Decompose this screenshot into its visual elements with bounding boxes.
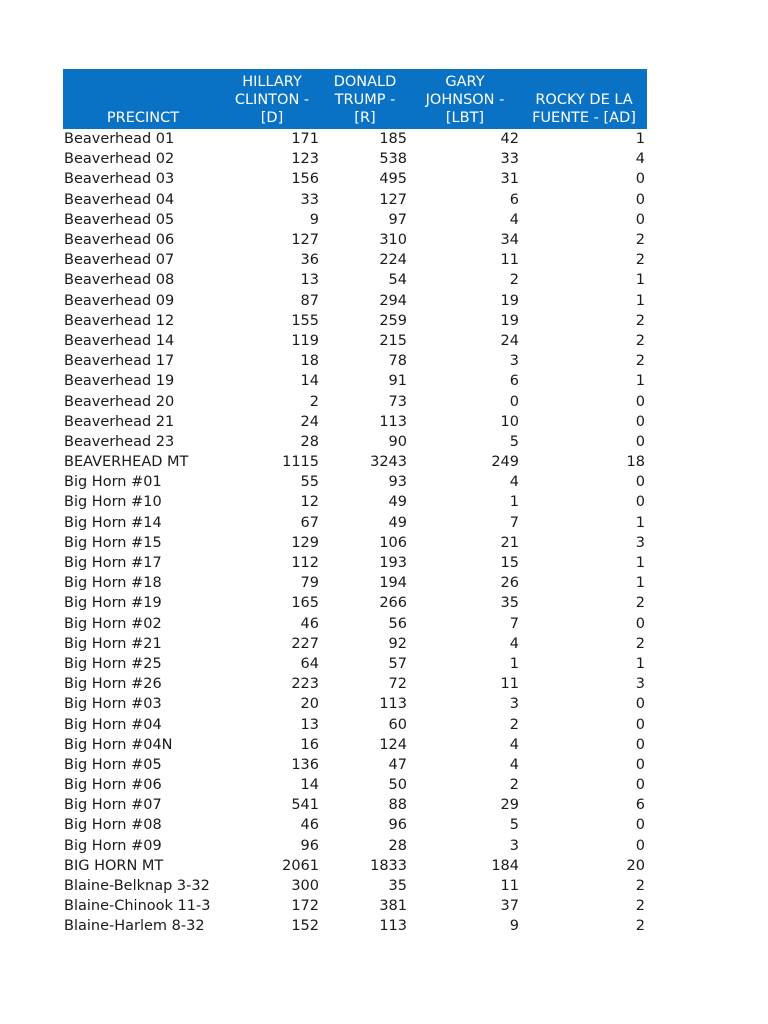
precinct-cell: Blaine-Chinook 11-3: [64, 898, 211, 915]
table-row: [63, 654, 647, 674]
precinct-cell: Big Horn #05: [64, 756, 162, 773]
table-row: [63, 331, 647, 351]
trump-cell: 381: [379, 898, 407, 915]
trump-cell: 215: [379, 332, 407, 349]
johnson-cell: 2: [509, 272, 519, 289]
clinton-cell: 13: [300, 272, 319, 289]
delafuente-cell: 1: [635, 131, 645, 148]
table-row: [63, 856, 647, 876]
clinton-cell: 123: [291, 151, 319, 168]
header-trump-line-2: TRUMP -: [334, 92, 396, 108]
johnson-cell: 3: [509, 353, 519, 370]
table-row: [63, 755, 647, 775]
header-trump-line-3: [R]: [354, 110, 376, 126]
table-row: [63, 836, 647, 856]
table-row: [63, 513, 647, 533]
trump-cell: 49: [388, 514, 407, 531]
johnson-cell: 184: [491, 857, 519, 874]
table-row: [63, 533, 647, 553]
johnson-cell: 7: [509, 514, 519, 531]
table-row: [63, 634, 647, 654]
trump-cell: 113: [379, 413, 407, 430]
table-row: [63, 129, 647, 149]
table-row: [63, 291, 647, 311]
trump-cell: 127: [379, 191, 407, 208]
trump-cell: 294: [379, 292, 407, 309]
johnson-cell: 3: [509, 837, 519, 854]
precinct-cell: BEAVERHEAD MT: [64, 454, 189, 471]
table-row: [63, 795, 647, 815]
table-row: [63, 553, 647, 573]
delafuente-cell: 0: [635, 474, 645, 491]
johnson-cell: 7: [509, 615, 519, 632]
clinton-cell: 36: [300, 252, 319, 269]
johnson-cell: 35: [500, 595, 519, 612]
precinct-cell: BIG HORN MT: [64, 857, 164, 874]
precinct-cell: Big Horn #04: [64, 716, 162, 733]
johnson-cell: 42: [500, 131, 519, 148]
header-delafuente-line-2: FUENTE - [AD]: [532, 110, 636, 126]
precinct-cell: Big Horn #01: [64, 474, 162, 491]
table-row: [63, 169, 647, 189]
precinct-cell: Beaverhead 03: [64, 171, 175, 188]
johnson-cell: 4: [509, 736, 519, 753]
trump-cell: 194: [379, 575, 407, 592]
clinton-cell: 127: [291, 232, 319, 249]
delafuente-cell: 1: [635, 292, 645, 309]
precinct-cell: Beaverhead 12: [64, 312, 175, 329]
delafuente-cell: 1: [635, 514, 645, 531]
precinct-cell: Beaverhead 08: [64, 272, 175, 289]
header-precinct-label: PRECINCT: [106, 110, 180, 126]
trump-cell: 56: [388, 615, 407, 632]
trump-cell: 47: [388, 756, 407, 773]
clinton-cell: 2061: [282, 857, 319, 874]
trump-cell: 97: [388, 211, 407, 228]
johnson-cell: 19: [500, 312, 519, 329]
precinct-cell: Big Horn #03: [64, 696, 162, 713]
johnson-cell: 11: [500, 878, 519, 895]
delafuente-cell: 20: [626, 857, 645, 874]
johnson-cell: 6: [509, 191, 519, 208]
trump-cell: 106: [379, 534, 407, 551]
clinton-cell: 14: [300, 373, 319, 390]
johnson-cell: 4: [509, 211, 519, 228]
clinton-cell: 300: [291, 878, 319, 895]
table-header: [63, 69, 647, 129]
johnson-cell: 31: [500, 171, 519, 188]
header-clinton-line-2: CLINTON -: [234, 92, 310, 108]
table-body: [63, 129, 647, 937]
table-row: [63, 210, 647, 230]
delafuente-cell: 1: [635, 555, 645, 572]
table-row: [63, 432, 647, 452]
precinct-cell: Beaverhead 06: [64, 232, 175, 249]
precinct-cell: Beaverhead 19: [64, 373, 175, 390]
trump-cell: 538: [379, 151, 407, 168]
delafuente-cell: 1: [635, 575, 645, 592]
table-row: [63, 916, 647, 936]
delafuente-cell: 4: [635, 151, 645, 168]
table-row: [63, 452, 647, 472]
trump-cell: 185: [379, 131, 407, 148]
delafuente-cell: 18: [626, 454, 645, 471]
precinct-cell: Big Horn #09: [64, 837, 162, 854]
delafuente-cell: 0: [635, 171, 645, 188]
trump-cell: 113: [379, 918, 407, 935]
table-row: [63, 876, 647, 896]
delafuente-cell: 2: [635, 232, 645, 249]
clinton-cell: 156: [291, 171, 319, 188]
delafuente-cell: 0: [635, 696, 645, 713]
delafuente-cell: 1: [635, 655, 645, 672]
results-sheet: [63, 69, 647, 937]
johnson-cell: 9: [509, 918, 519, 935]
johnson-cell: 29: [500, 797, 519, 814]
precinct-cell: Big Horn #08: [64, 817, 162, 834]
precinct-cell: Big Horn #21: [64, 635, 162, 652]
table-row: [63, 190, 647, 210]
delafuente-cell: 0: [635, 413, 645, 430]
precinct-cell: Big Horn #04N: [64, 736, 173, 753]
delafuente-cell: 0: [635, 494, 645, 511]
table-row: [63, 311, 647, 331]
table-row: [63, 694, 647, 714]
johnson-cell: 0: [509, 393, 519, 410]
johnson-cell: 15: [500, 555, 519, 572]
clinton-cell: 46: [300, 615, 319, 632]
clinton-cell: 9: [309, 211, 319, 228]
clinton-cell: 28: [300, 433, 319, 450]
precinct-cell: Beaverhead 01: [64, 131, 175, 148]
delafuente-cell: 2: [635, 595, 645, 612]
trump-cell: 259: [379, 312, 407, 329]
precinct-cell: Big Horn #25: [64, 655, 162, 672]
trump-cell: 3243: [370, 454, 407, 471]
table-row: [63, 714, 647, 734]
delafuente-cell: 0: [635, 211, 645, 228]
delafuente-cell: 2: [635, 635, 645, 652]
table-row: [63, 674, 647, 694]
clinton-cell: 1115: [282, 454, 319, 471]
precinct-cell: Big Horn #02: [64, 615, 162, 632]
delafuente-cell: 2: [635, 898, 645, 915]
clinton-cell: 541: [291, 797, 319, 814]
table-row: [63, 614, 647, 634]
trump-cell: 90: [388, 433, 407, 450]
trump-cell: 124: [379, 736, 407, 753]
clinton-cell: 171: [291, 131, 319, 148]
trump-cell: 49: [388, 494, 407, 511]
clinton-cell: 136: [291, 756, 319, 773]
clinton-cell: 152: [291, 918, 319, 935]
johnson-cell: 34: [500, 232, 519, 249]
johnson-cell: 10: [500, 413, 519, 430]
johnson-cell: 1: [509, 655, 519, 672]
clinton-cell: 20: [300, 696, 319, 713]
johnson-cell: 4: [509, 474, 519, 491]
table-row: [63, 593, 647, 613]
delafuente-cell: 0: [635, 817, 645, 834]
delafuente-cell: 2: [635, 918, 645, 935]
header-clinton: [223, 69, 321, 129]
precinct-cell: Beaverhead 04: [64, 191, 175, 208]
header-johnson: [409, 69, 521, 129]
precinct-cell: Beaverhead 09: [64, 292, 175, 309]
delafuente-cell: 6: [635, 797, 645, 814]
header-trump: [321, 69, 409, 129]
table-row: [63, 149, 647, 169]
clinton-cell: 46: [300, 817, 319, 834]
table-row: [63, 351, 647, 371]
delafuente-cell: 0: [635, 716, 645, 733]
precinct-cell: Blaine-Belknap 3-32: [64, 878, 210, 895]
trump-cell: 92: [388, 635, 407, 652]
clinton-cell: 55: [300, 474, 319, 491]
trump-cell: 35: [388, 878, 407, 895]
precinct-cell: Big Horn #19: [64, 595, 162, 612]
delafuente-cell: 2: [635, 312, 645, 329]
johnson-cell: 2: [509, 716, 519, 733]
trump-cell: 72: [388, 676, 407, 693]
clinton-cell: 227: [291, 635, 319, 652]
clinton-cell: 33: [300, 191, 319, 208]
clinton-cell: 112: [291, 555, 319, 572]
johnson-cell: 6: [509, 373, 519, 390]
precinct-cell: Big Horn #15: [64, 534, 162, 551]
precinct-cell: Big Horn #06: [64, 777, 162, 794]
johnson-cell: 19: [500, 292, 519, 309]
johnson-cell: 1: [509, 494, 519, 511]
trump-cell: 88: [388, 797, 407, 814]
clinton-cell: 2: [309, 393, 319, 410]
delafuente-cell: 3: [635, 676, 645, 693]
clinton-cell: 12: [300, 494, 319, 511]
delafuente-cell: 2: [635, 878, 645, 895]
table-row: [63, 573, 647, 593]
header-clinton-line-1: HILLARY: [242, 74, 302, 90]
clinton-cell: 155: [291, 312, 319, 329]
precinct-cell: Beaverhead 05: [64, 211, 175, 228]
header-delafuente: [521, 69, 647, 129]
johnson-cell: 37: [500, 898, 519, 915]
delafuente-cell: 2: [635, 353, 645, 370]
table-row: [63, 371, 647, 391]
delafuente-cell: 0: [635, 393, 645, 410]
clinton-cell: 18: [300, 353, 319, 370]
delafuente-cell: 1: [635, 373, 645, 390]
delafuente-cell: 1: [635, 272, 645, 289]
trump-cell: 28: [388, 837, 407, 854]
delafuente-cell: 0: [635, 615, 645, 632]
clinton-cell: 87: [300, 292, 319, 309]
header-trump-line-1: DONALD: [333, 74, 397, 90]
table-row: [63, 270, 647, 290]
table-row: [63, 412, 647, 432]
johnson-cell: 4: [509, 635, 519, 652]
precinct-cell: Big Horn #07: [64, 797, 162, 814]
table-row: [63, 896, 647, 916]
clinton-cell: 67: [300, 514, 319, 531]
trump-cell: 266: [379, 595, 407, 612]
trump-cell: 73: [388, 393, 407, 410]
clinton-cell: 119: [291, 332, 319, 349]
clinton-cell: 165: [291, 595, 319, 612]
trump-cell: 50: [388, 777, 407, 794]
precinct-cell: Big Horn #14: [64, 514, 162, 531]
delafuente-cell: 3: [635, 534, 645, 551]
trump-cell: 310: [379, 232, 407, 249]
trump-cell: 96: [388, 817, 407, 834]
header-clinton-line-3: [D]: [260, 110, 284, 126]
precinct-cell: Beaverhead 07: [64, 252, 175, 269]
clinton-cell: 16: [300, 736, 319, 753]
delafuente-cell: 0: [635, 837, 645, 854]
clinton-cell: 14: [300, 777, 319, 794]
johnson-cell: 5: [509, 817, 519, 834]
precinct-cell: Beaverhead 02: [64, 151, 175, 168]
delafuente-cell: 0: [635, 736, 645, 753]
trump-cell: 93: [388, 474, 407, 491]
table-row: [63, 492, 647, 512]
clinton-cell: 13: [300, 716, 319, 733]
johnson-cell: 3: [509, 696, 519, 713]
table-row: [63, 735, 647, 755]
header-precinct: [63, 69, 223, 129]
table-row: [63, 391, 647, 411]
table-row: [63, 472, 647, 492]
results-table: [63, 69, 647, 937]
header-delafuente-line-1: ROCKY DE LA: [535, 92, 633, 108]
precinct-cell: Beaverhead 14: [64, 332, 175, 349]
clinton-cell: 24: [300, 413, 319, 430]
clinton-cell: 172: [291, 898, 319, 915]
johnson-cell: 249: [491, 454, 519, 471]
johnson-cell: 4: [509, 756, 519, 773]
trump-cell: 193: [379, 555, 407, 572]
precinct-cell: Big Horn #26: [64, 676, 162, 693]
delafuente-cell: 0: [635, 777, 645, 794]
clinton-cell: 64: [300, 655, 319, 672]
delafuente-cell: 0: [635, 756, 645, 773]
clinton-cell: 129: [291, 534, 319, 551]
johnson-cell: 26: [500, 575, 519, 592]
precinct-cell: Big Horn #10: [64, 494, 162, 511]
delafuente-cell: 2: [635, 332, 645, 349]
trump-cell: 91: [388, 373, 407, 390]
johnson-cell: 33: [500, 151, 519, 168]
johnson-cell: 11: [500, 252, 519, 269]
trump-cell: 113: [379, 696, 407, 713]
trump-cell: 1833: [370, 857, 407, 874]
johnson-cell: 2: [509, 777, 519, 794]
table-row: [63, 775, 647, 795]
delafuente-cell: 2: [635, 252, 645, 269]
table-row: [63, 815, 647, 835]
delafuente-cell: 0: [635, 191, 645, 208]
precinct-cell: Beaverhead 23: [64, 433, 175, 450]
precinct-cell: Beaverhead 20: [64, 393, 175, 410]
delafuente-cell: 0: [635, 433, 645, 450]
precinct-cell: Beaverhead 17: [64, 353, 175, 370]
table-row: [63, 250, 647, 270]
precinct-cell: Blaine-Harlem 8-32: [64, 918, 205, 935]
trump-cell: 78: [388, 353, 407, 370]
trump-cell: 54: [388, 272, 407, 289]
trump-cell: 495: [379, 171, 407, 188]
johnson-cell: 11: [500, 676, 519, 693]
johnson-cell: 21: [500, 534, 519, 551]
clinton-cell: 96: [300, 837, 319, 854]
clinton-cell: 223: [291, 676, 319, 693]
trump-cell: 57: [388, 655, 407, 672]
header-johnson-line-2: JOHNSON -: [425, 92, 505, 108]
table-row: [63, 230, 647, 250]
header-johnson-line-1: GARY: [445, 74, 485, 90]
trump-cell: 224: [379, 252, 407, 269]
clinton-cell: 79: [300, 575, 319, 592]
johnson-cell: 24: [500, 332, 519, 349]
trump-cell: 60: [388, 716, 407, 733]
precinct-cell: Beaverhead 21: [64, 413, 175, 430]
johnson-cell: 5: [509, 433, 519, 450]
precinct-cell: Big Horn #18: [64, 575, 162, 592]
header-johnson-line-3: [LBT]: [445, 110, 485, 126]
precinct-cell: Big Horn #17: [64, 555, 162, 572]
